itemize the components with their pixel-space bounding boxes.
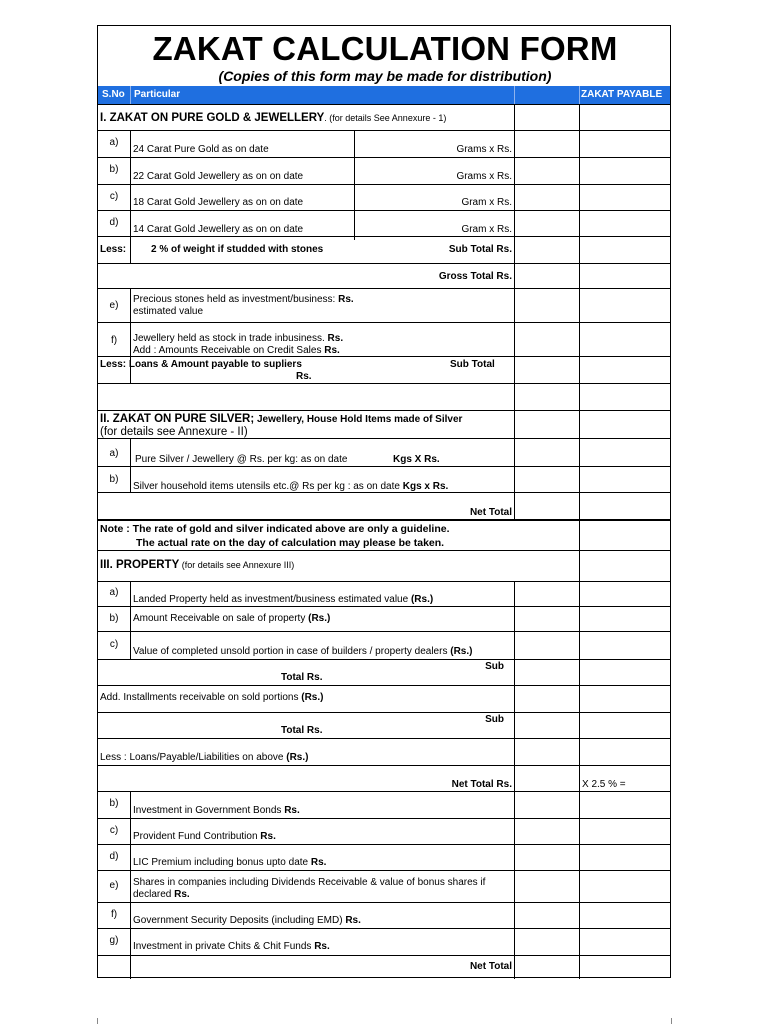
gold-row-a-sno: a) (109, 137, 119, 148)
property-sub2-a: Sub (485, 714, 504, 725)
property-row-a-sno: a) (109, 587, 119, 598)
gold-row-a-unit: Grams x Rs. (456, 144, 512, 155)
gold-row-c-unit: Gram x Rs. (461, 197, 512, 208)
page-edge-mark (97, 1018, 98, 1024)
gold-less-text: 2 % of weight if studded with stones (151, 244, 324, 255)
note-line-2: The actual rate on the day of calculation may please be taken. (136, 537, 445, 549)
silver-heading-note: (for details see Annexure - II) (100, 426, 248, 438)
property-row-a-label: Landed Property held as investment/business estimated value (Rs.) (133, 594, 434, 605)
property-sub2-b: Total Rs. (281, 725, 323, 736)
gold-row-f-line1: Jewellery held as stock in trade inbusiness. Rs. (133, 333, 344, 344)
gold-row-e-line2: estimated value (133, 306, 204, 317)
gold-row-f-sno: f) (110, 335, 118, 346)
silver-row-b-label: Silver household items utensils etc.@ Rs per kg : as on date Kgs x Rs. (133, 481, 449, 492)
gold-row-d-label: 14 Carat Gold Jewellery as on on date (133, 224, 304, 235)
property-row-b-sno: b) (109, 613, 119, 624)
page-edge-mark (671, 1018, 672, 1024)
invest-net-total: Net Total (469, 961, 512, 972)
gold-row-d-unit: Gram x Rs. (461, 224, 512, 235)
header-zakat-payable: ZAKAT PAYABLE (581, 89, 663, 100)
gold-row-b-sno: b) (109, 164, 119, 175)
property-less-label: Less : Loans/Payable/Liabilities on above (Rs.) (100, 752, 309, 763)
gold-row-c-sno: c) (109, 191, 119, 202)
invest-row-e-sno: e) (109, 880, 119, 891)
gold-less-loans: Less: Loans & Amount payable to supliers (100, 359, 302, 370)
gold-gross-total: Gross Total Rs. (438, 271, 512, 282)
form-title: ZAKAT CALCULATION FORM (152, 30, 618, 67)
gold-row-b-unit: Grams x Rs. (456, 171, 512, 182)
gold-row-f-line2: Add : Amounts Receivable on Credit Sales Rs. (133, 345, 340, 356)
invest-row-d-sno: d) (109, 851, 119, 862)
silver-row-a-sno: a) (109, 448, 119, 459)
invest-row-b-sno: b) (109, 798, 119, 809)
property-row-c-label: Value of completed unsold portion in case of builders / property dealers (Rs.) (133, 646, 473, 657)
header-particular: Particular (134, 89, 181, 100)
property-sub1-a: Sub (485, 661, 504, 672)
silver-row-a-unit: Kgs X Rs. (393, 454, 440, 465)
silver-net-total: Net Total (469, 507, 512, 518)
gold-section-heading: I. ZAKAT ON PURE GOLD & JEWELLERY. (for details See Annexure - 1) (100, 112, 447, 124)
gold-sub-total2-a: Sub Total (450, 359, 495, 370)
gold-sub-total2-b: Rs. (296, 371, 312, 382)
invest-row-c-sno: c) (109, 825, 119, 836)
gold-less-label: Less: (100, 244, 127, 255)
table-header (98, 86, 670, 104)
invest-row-d-label: LIC Premium including bonus upto date Rs. (133, 857, 327, 868)
gold-row-e-sno: e) (109, 300, 119, 311)
property-add-label: Add. Installments receivable on sold portions (Rs.) (100, 692, 324, 703)
gold-row-e-line1: Precious stones held as investment/business: Rs. (133, 294, 354, 305)
silver-row-b-sno: b) (109, 474, 119, 485)
property-rate: X 2.5 % = (582, 779, 626, 790)
invest-row-g-label: Investment in private Chits & Chit Funds Rs. (133, 941, 330, 952)
gold-sub-total: Sub Total Rs. (448, 244, 512, 255)
form-subtitle: (Copies of this form may be made for distribution) (218, 68, 552, 84)
property-section-heading: III. PROPERTY (for details see Annexure III) (100, 559, 295, 571)
silver-section-heading: II. ZAKAT ON PURE SILVER; Jewellery, House Hold Items made of Silver (100, 413, 463, 425)
property-sub1-b: Total Rs. (281, 672, 323, 683)
gold-row-b-label: 22 Carat Gold Jewellery as on on date (133, 171, 304, 182)
invest-row-f-label: Government Security Deposits (including EMD) Rs. (133, 915, 361, 926)
invest-row-e-line1: Shares in companies including Dividends Receivable & value of bonus shares if (133, 877, 486, 888)
property-row-b-label: Amount Receivable on sale of property (Rs.) (133, 613, 331, 624)
invest-row-b-label: Investment in Government Bonds Rs. (133, 805, 300, 816)
silver-row-a-label: Pure Silver / Jewellery @ Rs. per kg: as on date (135, 454, 348, 465)
note-line-1: Note : The rate of gold and silver indicated above are only a guideline. (100, 523, 450, 535)
invest-row-g-sno: g) (109, 935, 119, 946)
zakat-form (97, 25, 671, 978)
gold-row-d-sno: d) (109, 217, 119, 228)
invest-row-c-label: Provident Fund Contribution Rs. (133, 831, 276, 842)
invest-row-f-sno: f) (110, 909, 118, 920)
property-row-c-sno: c) (109, 639, 119, 650)
invest-row-e-line2: declared Rs. (133, 889, 190, 900)
property-net-total: Net Total Rs. (451, 779, 512, 790)
header-sno: S.No (102, 89, 125, 100)
gold-row-a-label: 24 Carat Pure Gold as on date (133, 144, 269, 155)
gold-row-c-label: 18 Carat Gold Jewellery as on on date (133, 197, 304, 208)
